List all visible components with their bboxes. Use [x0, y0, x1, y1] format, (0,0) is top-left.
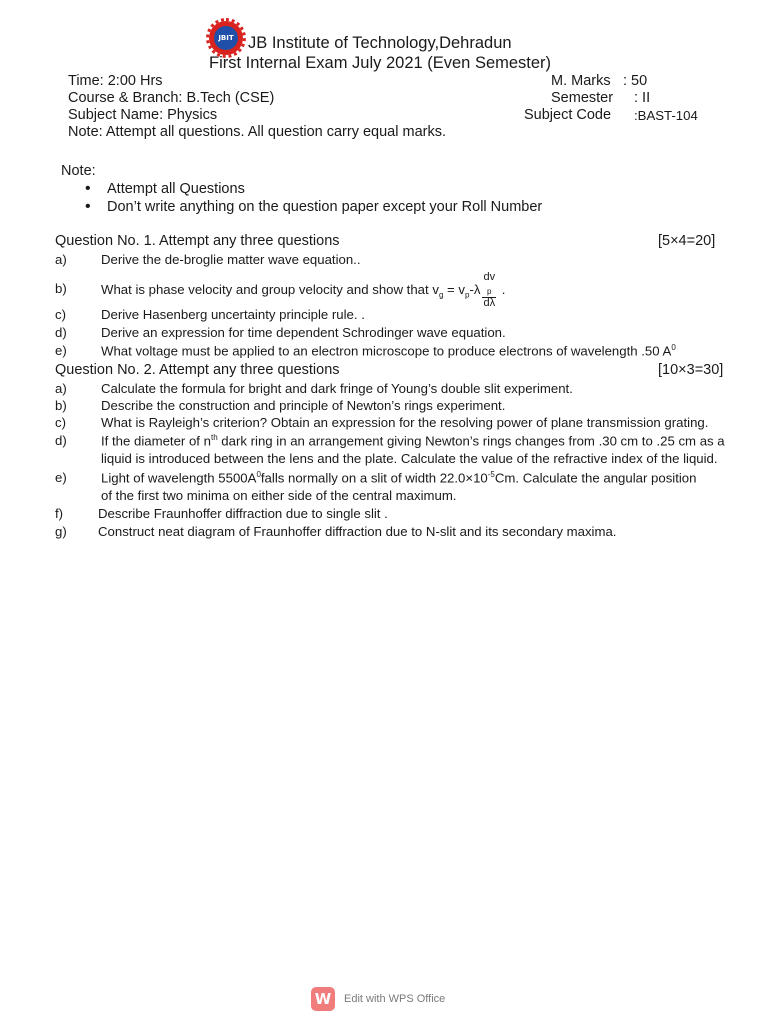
- question-1-marks: [5×4=20]: [658, 233, 716, 249]
- subject-name: Subject Name: Physics: [68, 107, 218, 123]
- subject-code-value: :BAST-104: [634, 108, 698, 123]
- exam-time: Time: 2:00 Hrs: [68, 73, 163, 89]
- semester-value: : II: [634, 90, 651, 106]
- question-text: What is phase velocity and group velocity and show that v: [101, 282, 439, 298]
- instructions-line: Note: Attempt all questions. All question carry equal marks.: [68, 124, 446, 140]
- question-label: d): [55, 325, 67, 340]
- question-label: e): [55, 343, 67, 358]
- equation-lambda: -λ: [469, 282, 481, 298]
- superscript: th: [210, 433, 218, 442]
- max-marks-label: M. Marks: [551, 73, 611, 89]
- note-item: • Don’t write anything on the question paper except your Roll Number: [107, 199, 542, 215]
- derivative-fraction: [482, 272, 496, 309]
- question-text: Derive an expression for time dependent Schrodinger wave equation.: [101, 325, 506, 340]
- logo-text: JBIT: [214, 26, 238, 50]
- superscript: 0: [671, 343, 676, 352]
- question-text: Construct neat diagram of Fraunhoffer diffraction due to N-slit and its secondary maxima.: [98, 524, 617, 539]
- semester-label: Semester: [551, 90, 614, 106]
- question-text-with-sup: [101, 343, 676, 358]
- question-1-heading: Question No. 1. Attempt any three questions: [55, 233, 340, 249]
- question-label: c): [55, 415, 66, 430]
- question-text: Light of wavelength 5500A: [101, 470, 257, 486]
- question-text: Calculate the formula for bright and dark fringe of Young’s double slit experiment.: [101, 381, 573, 396]
- subscript: g: [438, 290, 444, 300]
- question-label: e): [55, 470, 67, 485]
- equation-part: = v: [443, 282, 466, 298]
- fraction-denominator: dλ: [483, 297, 496, 310]
- note-item: • Attempt all Questions: [107, 181, 245, 197]
- question-text: Describe the construction and principle of Newton’s rings experiment.: [101, 398, 506, 413]
- question-text-continued: of the first two minima on either side of the central maximum.: [101, 488, 457, 503]
- question-text: Derive the de-broglie matter wave equation..: [101, 252, 361, 267]
- question-2-heading: Question No. 2. Attempt any three questions: [55, 362, 340, 378]
- question-text-equation: [101, 272, 505, 309]
- question-text: dark ring in an arrangement giving Newton’s rings changes from .30 cm to .25 cm as a: [217, 433, 725, 449]
- superscript: 0: [256, 470, 261, 479]
- question-label: d): [55, 433, 67, 448]
- wps-office-icon: W: [311, 987, 335, 1011]
- question-2-marks: [10×3=30]: [658, 362, 724, 378]
- question-label: a): [55, 252, 67, 267]
- wps-edit-label: Edit with WPS Office: [344, 993, 446, 1005]
- question-text-with-sup: [101, 470, 696, 485]
- question-text: falls normally on a slit of width 22.0×10: [260, 470, 488, 486]
- subscript: p: [465, 290, 470, 300]
- subject-code-label: Subject Code: [524, 107, 612, 123]
- superscript: -5: [487, 470, 495, 479]
- question-text: What voltage must be applied to an electron microscope to produce electrons of wavelength .50 A: [101, 343, 672, 359]
- institute-name: JB Institute of Technology,Dehradun: [248, 34, 512, 52]
- question-text: Describe Fraunhoffer diffraction due to single slit .: [98, 506, 388, 521]
- question-label: c): [55, 307, 66, 322]
- question-label: a): [55, 381, 67, 396]
- question-text: Cm. Calculate the angular position: [494, 470, 697, 486]
- exam-title: First Internal Exam July 2021 (Even Semester): [209, 54, 552, 72]
- question-label: g): [55, 524, 67, 539]
- notes-title: Note:: [61, 163, 96, 179]
- question-text: What is Rayleigh’s criterion? Obtain an expression for the resolving power of plane transmission grating.: [101, 415, 709, 430]
- course-branch: Course & Branch: B.Tech (CSE): [68, 90, 275, 106]
- wps-edit-link[interactable]: [311, 987, 445, 1011]
- fraction-numerator: dv $_p$: [483, 271, 496, 297]
- question-label: b): [55, 398, 67, 413]
- max-marks-value: : 50: [623, 73, 648, 89]
- equation-tail: .: [498, 282, 506, 298]
- question-label: f): [55, 506, 64, 521]
- question-text: If the diameter of n: [101, 433, 211, 449]
- question-text-with-sup: [101, 433, 725, 448]
- question-text-continued: liquid is introduced between the lens and the plate. Calculate the value of the refractive index of the liquid.: [101, 451, 718, 466]
- question-label: b): [55, 281, 67, 296]
- institute-logo: [209, 21, 243, 55]
- question-text: Derive Hasenberg uncertainty principle rule. .: [101, 307, 365, 322]
